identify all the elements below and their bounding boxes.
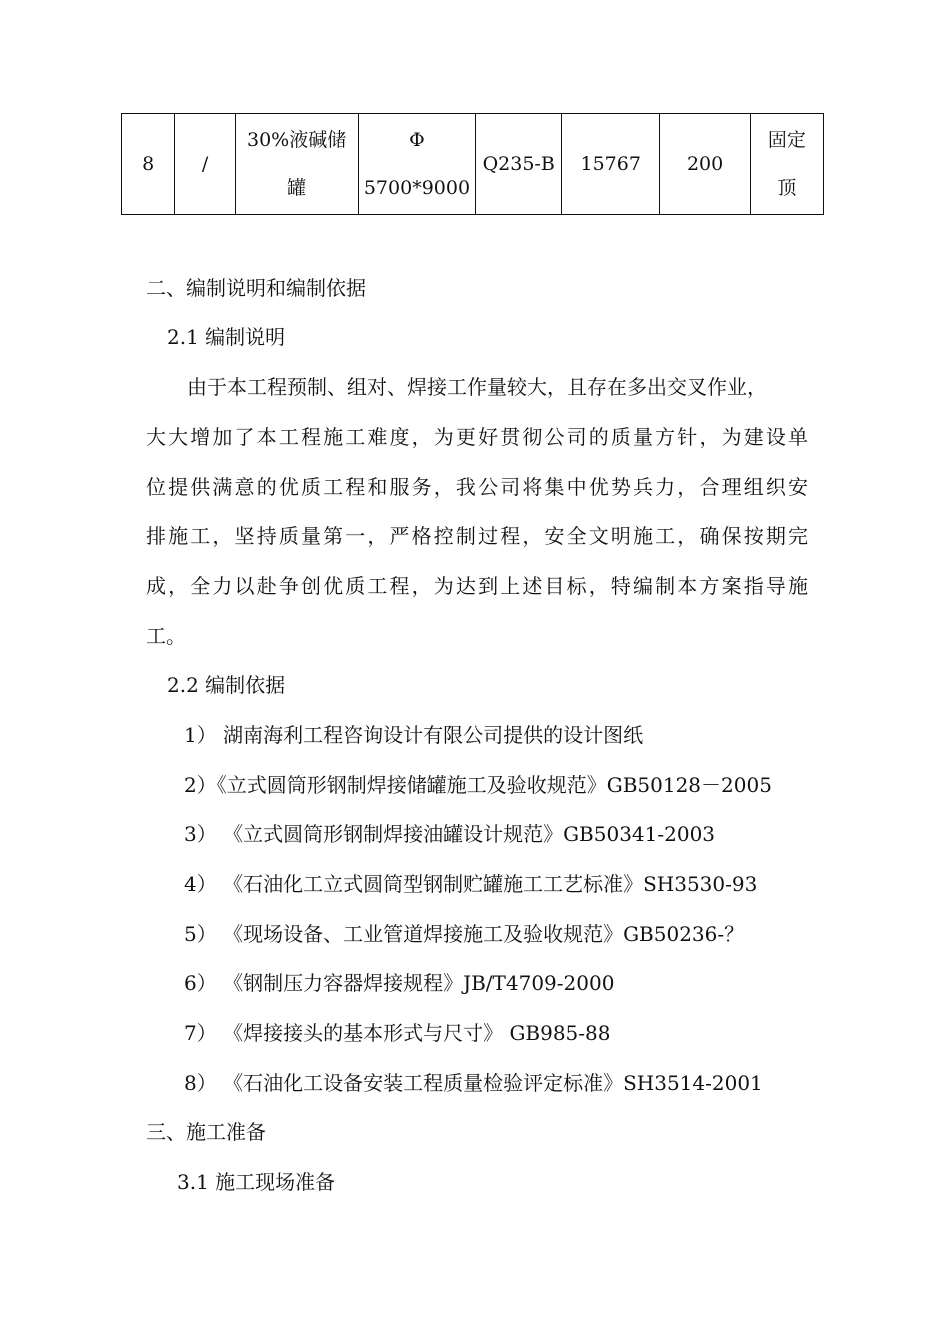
- subsection-heading-2-1: 2.1 编制说明: [167, 325, 286, 349]
- paragraph-line: 位提供满意的优质工程和服务，我公司将集中优势兵力，合理组织安: [146, 475, 808, 499]
- reference-item: 5） 《现场设备、工业管道焊接施工及验收规范》GB50236-？: [184, 922, 745, 946]
- cell-roof: 固定 顶: [750, 114, 823, 215]
- paragraph-line: 工。: [146, 624, 186, 648]
- reference-item: 8） 《石油化工设备安装工程质量检验评定标准》SH3514-2001: [184, 1071, 763, 1095]
- subsection-heading-2-2: 2.2 编制依据: [167, 673, 286, 697]
- cell-material: Q235-B: [476, 114, 562, 215]
- reference-item: 1） 湖南海利工程咨询设计有限公司提供的设计图纸: [184, 723, 644, 747]
- reference-item: 6） 《钢制压力容器焊接规程》JB/T4709-2000: [184, 971, 615, 995]
- paragraph-line: 排施工，坚持质量第一，严格控制过程，安全文明施工，确保按期完: [146, 524, 808, 548]
- section-heading-3: 三、施工准备: [146, 1120, 266, 1144]
- table-row: [122, 114, 824, 215]
- paragraph-line: 成，全力以赴争创优质工程，为达到上述目标，特编制本方案指导施: [146, 574, 808, 598]
- paragraph-line: 由于本工程预制、组对、焊接工作量较大，且存在多出交叉作业，: [187, 375, 767, 399]
- cell-size: Φ 5700*9000: [358, 114, 476, 215]
- cell-code: /: [175, 114, 235, 215]
- cell-volume: 200: [660, 114, 750, 215]
- reference-item: 7） 《焊接接头的基本形式与尺寸》 GB985-88: [184, 1021, 611, 1045]
- reference-item: 4） 《石油化工立式圆筒型钢制贮罐施工工艺标准》SH3530-93: [184, 872, 758, 896]
- paragraph-line: 大大增加了本工程施工难度，为更好贯彻公司的质量方针，为建设单: [146, 425, 808, 449]
- reference-item: 2）《立式圆筒形钢制焊接储罐施工及验收规范》GB50128－2005: [184, 773, 772, 797]
- section-heading-2: 二、编制说明和编制依据: [146, 276, 366, 300]
- reference-item: 3） 《立式圆筒形钢制焊接油罐设计规范》GB50341-2003: [184, 822, 716, 846]
- cell-weight: 15767: [562, 114, 660, 215]
- subsection-heading-3-1: 3.1 施工现场准备: [177, 1170, 336, 1194]
- cell-name: 30%液碱储 罐: [235, 114, 358, 215]
- tank-spec-table: [121, 113, 824, 215]
- cell-no: 8: [122, 114, 175, 215]
